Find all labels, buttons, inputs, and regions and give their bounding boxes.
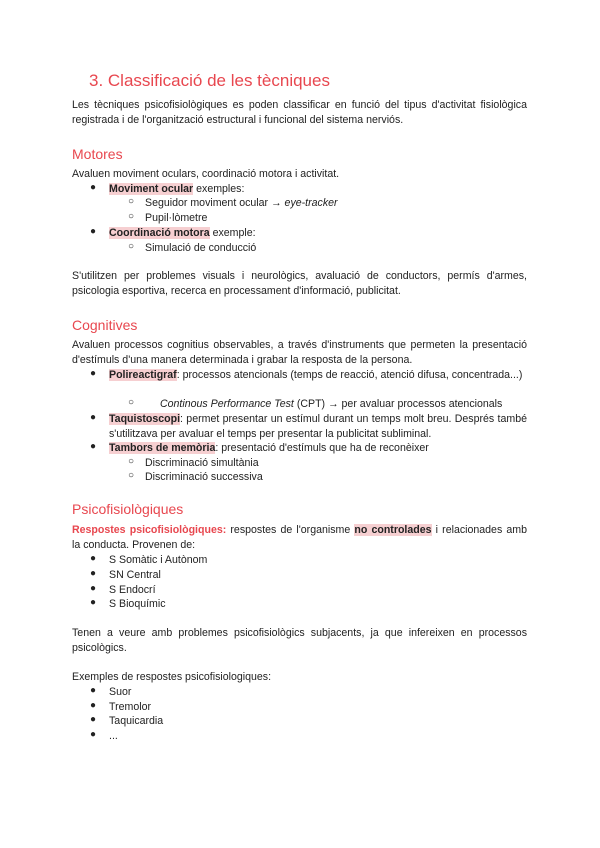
list-item-italic: eye-tracker — [284, 197, 338, 209]
bullet-icon: ● — [90, 729, 97, 740]
list-item — [109, 182, 244, 197]
list-item-text: exemple: — [209, 227, 256, 239]
page-title: 3. Classificació de les tècniques — [89, 71, 330, 90]
section-heading-psicofisiologiques: Psicofisiològiques — [72, 501, 184, 517]
list-item: SN Central — [109, 569, 161, 581]
bullet-icon: ● — [90, 412, 97, 423]
bullet-icon: ● — [90, 226, 97, 237]
sub-list-item: Pupil·lòmetre — [145, 212, 208, 224]
cognitives-description: Avaluen processos cognitius observables, a través d'instruments que permeten la presentació d'estímuls d'una manera determinada i grabar la resposta de la persona. — [72, 339, 527, 366]
paragraph-text: i relacionades amb la conducta. Provenen de: — [72, 524, 527, 551]
circle-bullet-icon: ○ — [128, 397, 135, 408]
section-heading-motores: Motores — [72, 146, 123, 162]
highlighted-term: Polireactigraf — [109, 369, 177, 381]
bullet-icon: ● — [90, 714, 97, 725]
highlighted-term: Taquistoscopi — [109, 413, 181, 425]
bullet-icon: ● — [90, 700, 97, 711]
list-item — [109, 226, 256, 241]
bullet-icon: ● — [90, 685, 97, 696]
list-item-italic: Continous Performance Test — [160, 398, 294, 410]
sub-list-item: Simulació de conducció — [145, 242, 257, 254]
psico-paragraph-2: Tenen a veure amb problemes psicofisiològics subjacents, ja que infereixen en processos psicològics. — [72, 627, 527, 654]
highlighted-term: no controlades — [354, 524, 432, 536]
sub-list-item: Discriminació successiva — [145, 471, 263, 483]
sub-list-item — [145, 196, 338, 211]
highlighted-term: Coordinació motora — [109, 227, 210, 239]
circle-bullet-icon: ○ — [128, 211, 135, 222]
bullet-icon: ● — [90, 368, 97, 379]
list-item-text: Seguidor moviment ocular → — [145, 197, 285, 209]
red-term: Respostes psicofisiològiques: — [72, 524, 227, 536]
paragraph-text: respostes de l'organisme — [226, 524, 355, 536]
list-item: Taquicardia — [109, 715, 164, 727]
list-item-text: : permet presentar un estímul durant un temps molt breu. Després també s'utilitzava per avaluar el temps per presentar la publicitat subliminal. — [109, 413, 527, 440]
section-heading-cognitives: Cognitives — [72, 317, 138, 333]
list-item: S Endocrí — [109, 584, 156, 596]
highlighted-term: Tambors de memòria — [109, 442, 216, 454]
bullet-icon: ● — [90, 583, 97, 594]
bullet-icon: ● — [90, 597, 97, 608]
list-item: S Bioquímic — [109, 598, 166, 610]
intro-paragraph: Les tècniques psicofisiològiques es poden classificar en funció del tipus d'activitat fisiològica registrada i de l'organització estructural i funcional del sistema nerviós. — [72, 99, 527, 126]
list-item: ... — [109, 730, 118, 742]
circle-bullet-icon: ○ — [128, 456, 135, 467]
bullet-icon: ● — [90, 553, 97, 564]
circle-bullet-icon: ○ — [128, 241, 135, 252]
examples-title: Exemples de respostes psicofisiologiques: — [72, 671, 272, 683]
psico-definition-paragraph — [72, 523, 527, 553]
list-item-text: : presentació d'estímuls que ha de reconèixer — [215, 442, 429, 454]
list-item: Suor — [109, 686, 132, 698]
list-item — [109, 441, 429, 456]
list-item-text: (CPT) → per avaluar processos atencionals — [293, 398, 503, 410]
bullet-icon: ● — [90, 441, 97, 452]
sub-list-item: Discriminació simultània — [145, 457, 259, 469]
list-item: Tremolor — [109, 701, 151, 713]
list-item — [109, 368, 527, 383]
motores-description: Avaluen moviment oculars, coordinació motora i activitat. — [72, 168, 340, 180]
highlighted-term: Moviment ocular — [109, 183, 194, 195]
bullet-icon: ● — [90, 182, 97, 193]
list-item-text: : processos atencionals (temps de reacció, atenció difusa, concentrada...) — [176, 369, 523, 381]
list-item — [109, 412, 527, 442]
circle-bullet-icon: ○ — [128, 196, 135, 207]
circle-bullet-icon: ○ — [128, 470, 135, 481]
sub-list-item — [160, 397, 502, 412]
bullet-icon: ● — [90, 568, 97, 579]
motores-usage-paragraph: S'utilitzen per problemes visuals i neurològics, avaluació de conductors, permís d'armes, psicologia esportiva, recerca en processament d'informació, publicitat. — [72, 270, 527, 297]
list-item-text: exemples: — [193, 183, 245, 195]
list-item: S Somàtic i Autònom — [109, 554, 208, 566]
